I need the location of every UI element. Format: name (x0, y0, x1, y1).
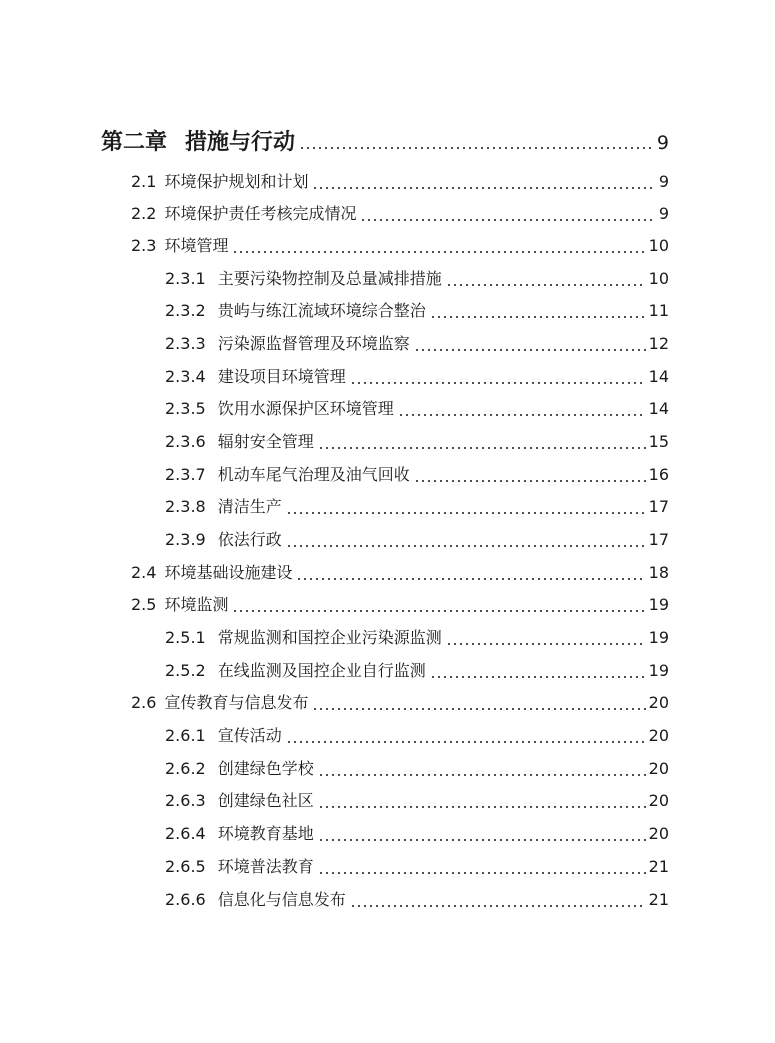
dot-leader (318, 446, 646, 450)
subsection-number: 2.3.2 (165, 301, 206, 320)
toc-entry-2-4[interactable] (131, 560, 669, 586)
section-number: 2.6 (131, 693, 157, 712)
subsection-title: 辐射安全管理 (217, 432, 314, 451)
toc-entry-2-6-4[interactable] (165, 821, 669, 847)
subsection-title: 在线监测及国控企业自行监测 (217, 661, 426, 680)
subsection-number: 2.3.8 (165, 497, 206, 516)
subsection-title: 创建绿色学校 (217, 759, 314, 778)
section-number: 2.3 (131, 236, 157, 255)
section-number: 2.4 (131, 563, 157, 582)
chapter-title: 措施与行动 (185, 130, 296, 155)
page-number: 16 (648, 465, 669, 484)
page-number: 12 (648, 334, 669, 353)
toc-entry-2-3-2[interactable] (165, 298, 669, 324)
dot-leader (296, 577, 645, 581)
page-number: 15 (648, 432, 669, 451)
toc-entry-2-3-6[interactable] (165, 429, 669, 455)
subsection-title: 贵屿与练江流域环境综合整治 (217, 301, 426, 320)
dot-leader (350, 904, 646, 908)
toc-entry-2-2[interactable] (131, 201, 669, 227)
dot-leader (318, 838, 646, 842)
subsection-number: 2.3.7 (165, 465, 206, 484)
page-number: 21 (648, 890, 669, 909)
page-number: 9 (656, 132, 669, 154)
page-number: 18 (648, 563, 669, 582)
subsection-number: 2.6.2 (165, 759, 206, 778)
dot-leader (414, 348, 646, 352)
subsection-number: 2.6.6 (165, 890, 206, 909)
dot-leader (318, 871, 646, 875)
section-number: 2.1 (131, 172, 157, 191)
subsection-number: 2.6.3 (165, 791, 206, 810)
section-title: 环境保护责任考核完成情况 (164, 204, 357, 223)
subsection-title: 信息化与信息发布 (217, 890, 346, 909)
page-number: 10 (648, 236, 669, 255)
subsection-title: 依法行政 (217, 530, 282, 549)
toc-entry-2-1[interactable] (131, 169, 669, 195)
toc-entry-2-3-8[interactable] (165, 494, 669, 520)
section-title: 环境保护规划和计划 (164, 172, 309, 191)
dot-leader (430, 315, 646, 319)
dot-leader (312, 707, 645, 711)
dot-leader (232, 609, 645, 613)
page-number: 20 (648, 693, 669, 712)
page-number: 10 (648, 269, 669, 288)
toc-entry-2-3-1[interactable] (165, 266, 669, 292)
page-number: 19 (648, 661, 669, 680)
dot-leader (318, 773, 646, 777)
dot-leader (312, 186, 655, 190)
dot-leader (286, 544, 646, 548)
dot-leader (286, 511, 646, 515)
page-number: 19 (648, 595, 669, 614)
toc-entry-2-5-1[interactable] (165, 625, 669, 651)
dot-leader (232, 250, 645, 254)
toc-entry-2-3-7[interactable] (165, 462, 669, 488)
subsection-title: 机动车尾气治理及油气回收 (217, 465, 410, 484)
subsection-title: 清洁生产 (217, 497, 282, 516)
dot-leader (360, 218, 655, 222)
toc-entry-2-6[interactable] (131, 690, 669, 716)
subsection-number: 2.3.3 (165, 334, 206, 353)
subsection-number: 2.6.1 (165, 726, 206, 745)
subsection-title: 常规监测和国控企业污染源监测 (217, 628, 442, 647)
subsection-title: 主要污染物控制及总量减排措施 (217, 269, 442, 288)
subsection-title: 宣传活动 (217, 726, 282, 745)
page-number: 21 (648, 857, 669, 876)
toc-entry-2-3-4[interactable] (165, 364, 669, 390)
subsection-number: 2.3.6 (165, 432, 206, 451)
toc-entry-2-3-9[interactable] (165, 527, 669, 553)
toc-entry-2-3-3[interactable] (165, 331, 669, 357)
subsection-number: 2.3.4 (165, 367, 206, 386)
page-number: 11 (648, 301, 669, 320)
section-title: 环境监测 (164, 595, 229, 614)
toc-entry-2-6-3[interactable] (165, 788, 669, 814)
dot-leader (350, 381, 646, 385)
page-number: 20 (648, 791, 669, 810)
dot-leader (430, 675, 646, 679)
subsection-title: 饮用水源保护区环境管理 (217, 399, 394, 418)
page-number: 14 (648, 399, 669, 418)
dot-leader (318, 805, 646, 809)
toc-entry-2-6-1[interactable] (165, 723, 669, 749)
toc-entry-2-5[interactable] (131, 592, 669, 618)
toc-entry-2-6-6[interactable] (165, 887, 669, 913)
dot-leader (398, 413, 646, 417)
subsection-number: 2.6.4 (165, 824, 206, 843)
page-number: 20 (648, 759, 669, 778)
subsection-title: 环境普法教育 (217, 857, 314, 876)
toc-entry-2-6-2[interactable] (165, 756, 669, 782)
subsection-number: 2.3.5 (165, 399, 206, 418)
subsection-title: 环境教育基地 (217, 824, 314, 843)
section-number: 2.5 (131, 595, 157, 614)
subsection-number: 2.3.1 (165, 269, 206, 288)
page-number: 17 (648, 497, 669, 516)
page-number: 14 (648, 367, 669, 386)
subsection-number: 2.3.9 (165, 530, 206, 549)
section-title: 环境管理 (164, 236, 229, 255)
page-number: 20 (648, 726, 669, 745)
page-number: 20 (648, 824, 669, 843)
dot-leader (446, 642, 646, 646)
chapter-number: 第二章 (101, 130, 168, 155)
dot-leader (299, 146, 654, 150)
section-title: 宣传教育与信息发布 (164, 693, 309, 712)
page-number: 9 (658, 204, 669, 223)
dot-leader (446, 283, 646, 287)
subsection-number: 2.6.5 (165, 857, 206, 876)
section-number: 2.2 (131, 204, 157, 223)
toc-entry-2-6-5[interactable] (165, 854, 669, 880)
subsection-title: 污染源监督管理及环境监察 (217, 334, 410, 353)
toc-entry-2-3[interactable] (131, 233, 669, 259)
section-title: 环境基础设施建设 (164, 563, 293, 582)
subsection-number: 2.5.2 (165, 661, 206, 680)
subsection-title: 创建绿色社区 (217, 791, 314, 810)
dot-leader (414, 479, 646, 483)
dot-leader (286, 740, 646, 744)
page-number: 19 (648, 628, 669, 647)
subsection-title: 建设项目环境管理 (217, 367, 346, 386)
page-number: 9 (658, 172, 669, 191)
toc-chapter-heading[interactable] (101, 125, 669, 157)
subsection-number: 2.5.1 (165, 628, 206, 647)
page-number: 17 (648, 530, 669, 549)
toc-entry-2-5-2[interactable] (165, 658, 669, 684)
toc-entry-2-3-5[interactable] (165, 396, 669, 422)
